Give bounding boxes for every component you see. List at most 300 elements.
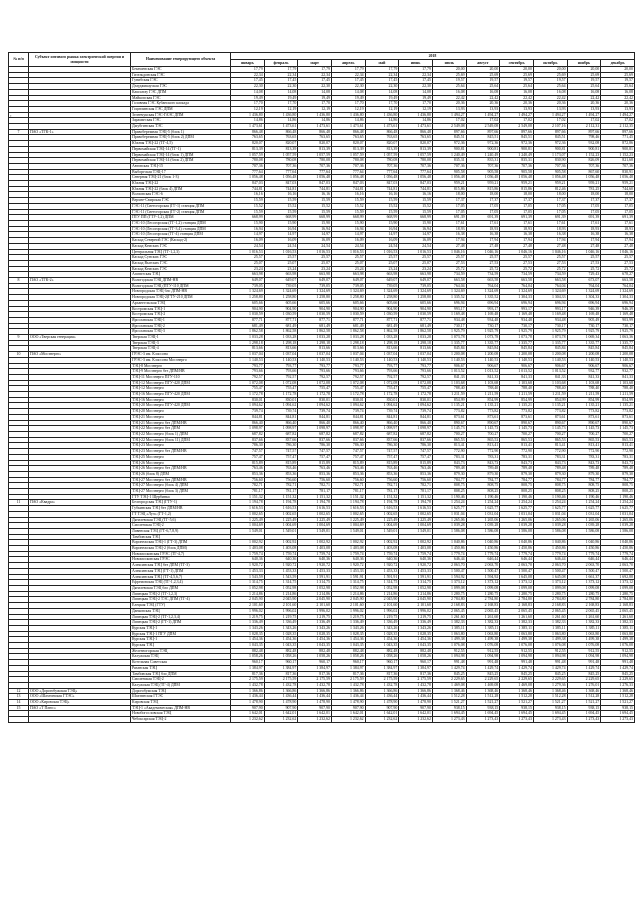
price-cell: 27,53: [500, 260, 534, 266]
price-cell: 900,81: [466, 146, 500, 152]
price-cell: 1 140,53: [533, 357, 567, 363]
price-cell: 813,66: [399, 346, 433, 352]
price-cell: 15,52: [231, 203, 265, 209]
price-cell: 1 521,27: [466, 700, 500, 706]
object-name: Каскад Кемских ГЭС: [131, 243, 231, 249]
object-name: ПТУ ПП (ГТУ-1,2) ДПМ: [131, 215, 231, 221]
price-cell: 640,36: [331, 557, 365, 563]
price-cell: 2 065,45: [466, 608, 500, 614]
price-cell: 1 225,49: [264, 517, 298, 523]
price-cell: 1 625,77: [567, 506, 601, 512]
price-cell: 1 190,46: [500, 494, 534, 500]
price-cell: 830,90: [533, 158, 567, 164]
price-cell: 1 366,86: [231, 688, 265, 694]
price-cell: 866,40: [365, 420, 399, 426]
price-cell: 853,36: [331, 471, 365, 477]
subject-name: ООО «Кировская ТЭЦ»: [29, 700, 131, 706]
price-cell: 1 862,58: [298, 329, 332, 335]
price-cell: 19,57: [432, 78, 466, 84]
price-cell: 747,57: [399, 449, 433, 455]
price-cell: 1 862,58: [331, 329, 365, 335]
price-cell: 1 324,69: [567, 289, 601, 295]
price-cell: 1 616,53: [331, 506, 365, 512]
price-cell: 17,61: [567, 220, 601, 226]
price-cell: 16,08: [432, 89, 466, 95]
price-cell: 17,05: [466, 203, 500, 209]
price-cell: 1 219,75: [264, 614, 298, 620]
price-cell: 1 368,46: [432, 688, 466, 694]
price-cell: 25,69: [500, 72, 534, 78]
price-cell: 18,93: [466, 226, 500, 232]
price-cell: 1 512,28: [432, 694, 466, 700]
price-cell: 663,98: [264, 272, 298, 278]
price-cell: 900,81: [601, 146, 635, 152]
price-cell: 1 499,38: [500, 637, 534, 643]
object-name: ТЭЦ-27 Мосэнерго (блок 3) ДПМ: [131, 489, 231, 495]
price-cell: 1 190,46: [533, 494, 567, 500]
month-header: ноябрь: [567, 60, 601, 67]
price-cell: 1 862,58: [231, 329, 265, 335]
price-cell: 813,39: [331, 146, 365, 152]
price-cell: 700,27: [432, 432, 466, 438]
price-cell: 1 098,97: [264, 426, 298, 432]
price-cell: 854,99: [500, 397, 534, 403]
price-cell: 17,37: [567, 198, 601, 204]
price-cell: 882,48: [365, 648, 399, 654]
object-name: Зеленчукская ГЭС-ГАЭС ДПМ: [131, 112, 231, 118]
price-cell: 1 382,33: [567, 620, 601, 626]
price-cell: 14,97: [399, 232, 433, 238]
price-cell: 841,33: [601, 374, 635, 380]
price-cell: 739,74: [298, 409, 332, 415]
price-cell: 1 261,60: [500, 614, 534, 620]
price-cell: 1 135,21: [601, 403, 635, 409]
subject-name: ООО «Дорогобужская ТЭЦ»: [29, 688, 131, 694]
price-cell: 1 057,59: [399, 152, 433, 158]
price-cell: 813,41: [533, 443, 567, 449]
price-cell: 1 002,65: [331, 511, 365, 517]
price-cell: 1 265,06: [500, 517, 534, 523]
price-cell: 782,71: [231, 483, 265, 489]
price-cell: 1 273,43: [432, 717, 466, 723]
price-cell: 1 436,44: [365, 694, 399, 700]
price-cell: 993,17: [500, 306, 534, 312]
price-cell: 14,86: [331, 118, 365, 124]
price-cell: 1 073,78: [432, 335, 466, 341]
price-cell: 1 335,77: [567, 340, 601, 346]
price-cell: 853,36: [231, 471, 265, 477]
price-cell: 2 063,70: [432, 563, 466, 569]
price-cell: 17,05: [533, 203, 567, 209]
price-cell: 1 616,53: [264, 506, 298, 512]
price-cell: 1 152,23: [567, 152, 601, 158]
price-cell: 23,24: [399, 266, 433, 272]
price-cell: 2 112,35: [601, 124, 635, 130]
price-cell: 22,42: [432, 95, 466, 101]
price-cell: 668,99: [365, 215, 399, 221]
price-cell: 841,33: [567, 374, 601, 380]
price-cell: 2 107,16: [533, 124, 567, 130]
price-cell: 707,36: [432, 163, 466, 169]
object-name: ТЭЦ-11 Мосэнерго ПГУ-110: [131, 374, 231, 380]
price-cell: 17,79: [365, 67, 399, 73]
price-cell: 906,67: [432, 363, 466, 369]
price-cell: 932,77: [567, 369, 601, 375]
price-cell: 1 052,98: [231, 585, 265, 591]
object-name: Головная ГЭС Кубанского каскада: [131, 101, 231, 107]
price-cell: 1 265,06: [567, 517, 601, 523]
price-cell: 1 373,12: [567, 580, 601, 586]
price-cell: 1 273,43: [567, 717, 601, 723]
price-cell: 687,82: [298, 432, 332, 438]
price-cell: 897,66: [432, 129, 466, 135]
price-cell: 1 694,45: [533, 711, 567, 717]
price-cell: 845,84: [567, 346, 601, 352]
price-cell: 755,47: [365, 386, 399, 392]
price-cell: 747,57: [264, 449, 298, 455]
price-cell: 1 759,74: [399, 551, 433, 557]
object-name: Дягилевская ТЭЦ бло ДПМ: [131, 585, 231, 591]
price-cell: 1 030,59: [298, 312, 332, 318]
price-cell: 1 324,69: [533, 289, 567, 295]
price-cell: 845,84: [601, 346, 635, 352]
price-cell: 1 521,27: [533, 700, 567, 706]
price-cell: 1 013,52: [533, 369, 567, 375]
price-cell: 830,01: [365, 397, 399, 403]
price-cell: 14,08: [331, 89, 365, 95]
price-cell: 22,34: [264, 72, 298, 78]
price-cell: 646,44: [432, 557, 466, 563]
price-cell: 1 450,86: [601, 546, 635, 552]
price-cell: 815,86: [466, 186, 500, 192]
price-cell: 1 473,61: [365, 124, 399, 130]
price-cell: 1 072,08: [298, 380, 332, 386]
price-cell: 25,64: [533, 84, 567, 90]
price-cell: 1 314,75: [331, 580, 365, 586]
price-cell: 993,17: [533, 306, 567, 312]
price-cell: 934,48: [500, 317, 534, 323]
price-cell: 15,59: [399, 198, 433, 204]
price-cell: 605,66: [365, 300, 399, 306]
object-name: Дорогобужская ТЭЦ: [131, 688, 231, 694]
price-cell: 24,54: [399, 243, 433, 249]
price-cell: 2 175,59: [231, 677, 265, 683]
object-name: Волховская ГЭС-6: [131, 192, 231, 198]
price-cell: 24,54: [231, 243, 265, 249]
price-cell: 1 030,59: [365, 312, 399, 318]
price-cell: 25,72: [466, 266, 500, 272]
price-cell: 691,39: [567, 215, 601, 221]
price-cell: 782,71: [331, 483, 365, 489]
price-cell: 12,19: [365, 106, 399, 112]
price-cell: 15,90: [399, 220, 433, 226]
price-cell: 1 432,78: [231, 682, 265, 688]
price-cell: 2 112,31: [567, 124, 601, 130]
price-cell: 907,90: [264, 705, 298, 711]
month-header: май: [365, 60, 399, 67]
price-cell: 841,33: [466, 374, 500, 380]
price-cell: 780,08: [298, 158, 332, 164]
price-cell: 882,48: [264, 648, 298, 654]
price-cell: 1 473,61: [264, 124, 298, 130]
price-cell: 793,77: [264, 363, 298, 369]
object-name: ТЭЦ-9 Мосэнерго без ДПМ/НВ: [131, 369, 231, 375]
price-cell: 1 454,36: [298, 637, 332, 643]
price-cell: 991,48: [601, 660, 635, 666]
price-cell: 845,25: [432, 671, 466, 677]
price-cell: 783,31: [533, 454, 567, 460]
price-cell: 755,47: [264, 386, 298, 392]
price-cell: 1 072,08: [399, 380, 433, 386]
object-name: Ефремовская ТЭЦ (ТГ-1,2,3,4): [131, 580, 231, 586]
price-cell: 1 056,48: [231, 175, 265, 181]
price-cell: 1 996,02: [365, 608, 399, 614]
price-cell: 1 002,92: [231, 540, 265, 546]
price-cell: 1 225,49: [298, 517, 332, 523]
price-cell: 1 057,59: [298, 152, 332, 158]
price-cell: 1 135,21: [500, 403, 534, 409]
price-cell: 17,70: [365, 101, 399, 107]
price-cell: 1 258,80: [264, 295, 298, 301]
price-cell: 1 494,27: [601, 112, 635, 118]
price-cell: 784,77: [432, 477, 466, 483]
price-cell: 1 280,75: [500, 591, 534, 597]
price-cell: 1 002,92: [298, 540, 332, 546]
price-cell: 1 336,49: [231, 620, 265, 626]
price-cell: 1 453,33: [298, 568, 332, 574]
price-cell: 1 031,04: [533, 511, 567, 517]
price-cell: 25,64: [567, 84, 601, 90]
price-cell: 1 373,12: [601, 580, 635, 586]
price-cell: 1 004,69: [331, 523, 365, 529]
price-cell: 772,90: [466, 449, 500, 455]
price-cell: 1 103,68: [500, 380, 534, 386]
price-cell: 1 254,24: [533, 500, 567, 506]
price-cell: 25,57: [533, 255, 567, 261]
price-cell: 1 368,46: [533, 688, 567, 694]
price-cell: 1 145,73: [567, 426, 601, 432]
object-name: ГРЭС-3 им. Классона: [131, 352, 231, 358]
price-cell: 1 073,78: [500, 335, 534, 341]
price-cell: 756,60: [331, 477, 365, 483]
price-cell: 1 403,08: [264, 546, 298, 552]
price-cell: 1 343,26: [399, 625, 433, 631]
price-cell: 1 030,59: [399, 312, 433, 318]
price-cell: 20,00: [432, 67, 466, 73]
price-cell: 744,81: [399, 186, 433, 192]
price-cell: 813,39: [365, 146, 399, 152]
price-cell: 792,57: [298, 374, 332, 380]
price-cell: 1 194,78: [399, 500, 433, 506]
price-cell: 793,66: [298, 369, 332, 375]
object-name: Железногорская ТЭЦ: [131, 648, 231, 654]
price-cell: 763,65: [231, 135, 265, 141]
price-cell: 744,81: [331, 186, 365, 192]
price-cell: 1 076,08: [500, 643, 534, 649]
price-cell: 25,07: [399, 260, 433, 266]
price-cell: 1 016,53: [365, 249, 399, 255]
price-cell: 756,60: [365, 477, 399, 483]
price-cell: 1 225,49: [365, 517, 399, 523]
price-cell: 1 046,16: [500, 249, 534, 255]
price-cell: 2 229,65: [500, 677, 534, 683]
price-cell: 25,57: [264, 255, 298, 261]
price-cell: 14,86: [298, 118, 332, 124]
price-cell: 1 453,33: [264, 568, 298, 574]
price-cell: 1 642,01: [264, 711, 298, 717]
price-cell: 1 099,08: [601, 585, 635, 591]
month-header: февраль: [264, 60, 298, 67]
price-cell: 1 920,72: [399, 563, 433, 569]
price-cell: 1 543,59: [231, 574, 265, 580]
price-cell: 15,59: [264, 198, 298, 204]
price-cell: 22,42: [601, 95, 635, 101]
object-name: ТЭЦ-25 Мосэнерго: [131, 454, 231, 460]
price-cell: 991,48: [567, 660, 601, 666]
price-cell: 784,77: [533, 477, 567, 483]
price-cell: 991,48: [500, 660, 534, 666]
col-object-header: Наименование генерирующего объекта: [131, 53, 231, 67]
price-cell: 764,04: [500, 283, 534, 289]
price-cell: 15,59: [298, 209, 332, 215]
price-cell: 813,39: [298, 146, 332, 152]
price-cell: 16,08: [466, 89, 500, 95]
price-cell: 938,15: [466, 705, 500, 711]
price-cell: 793,77: [231, 363, 265, 369]
subject-name: ПАО «Т Плюс»: [29, 705, 131, 711]
price-cell: 1 200,08: [500, 352, 534, 358]
price-cell: 2 229,65: [466, 677, 500, 683]
price-cell: 1 140,53: [466, 357, 500, 363]
price-cell: 2 168,83: [466, 603, 500, 609]
price-cell: 1 336,49: [264, 620, 298, 626]
price-cell: 845,25: [601, 671, 635, 677]
price-cell: 1 058,26: [298, 654, 332, 660]
price-cell: 605,66: [331, 300, 365, 306]
object-name: Ярославская ТЭЦ-3: [131, 329, 231, 335]
price-cell: 2 784,80: [601, 597, 635, 603]
price-cell: 2 168,83: [432, 603, 466, 609]
price-cell: 2 784,80: [432, 597, 466, 603]
price-cell: 772,90: [500, 449, 534, 455]
price-cell: 1 002,92: [264, 540, 298, 546]
price-cell: 905,49: [567, 317, 601, 323]
price-cell: 1 759,74: [264, 551, 298, 557]
price-cell: 1 661,37: [567, 574, 601, 580]
row-number: 13: [9, 694, 29, 700]
price-cell: 2 175,59: [298, 677, 332, 683]
price-cell: 14,97: [231, 232, 265, 238]
price-cell: 1 469,08: [466, 682, 500, 688]
price-cell: 843,73: [466, 460, 500, 466]
price-cell: 730,17: [601, 323, 635, 329]
price-cell: 16,08: [500, 89, 534, 95]
price-cell: 663,58: [500, 278, 534, 284]
price-cell: 1 057,59: [365, 152, 399, 158]
subject-name: [29, 717, 131, 723]
price-cell: 817,36: [365, 671, 399, 677]
price-cell: 972,36: [466, 141, 500, 147]
price-cell: 14,86: [264, 118, 298, 124]
price-cell: 1 261,60: [466, 614, 500, 620]
price-cell: 1 140,53: [567, 357, 601, 363]
price-cell: 1 625,77: [466, 506, 500, 512]
price-cell: 1 314,75: [231, 580, 265, 586]
price-cell: 1 304,33: [533, 295, 567, 301]
price-cell: 681,49: [231, 323, 265, 329]
price-cell: 1 016,53: [264, 249, 298, 255]
price-cell: 847,03: [231, 181, 265, 187]
price-cell: 25,72: [533, 266, 567, 272]
price-cell: 1 642,01: [399, 711, 433, 717]
price-cell: 13,93: [533, 106, 567, 112]
price-cell: 1 004,69: [231, 523, 265, 529]
price-cell: 763,46: [399, 466, 433, 472]
price-cell: 1 694,45: [432, 711, 466, 717]
price-cell: 27,48: [466, 243, 500, 249]
price-cell: 1 473,61: [231, 124, 265, 130]
price-cell: 16,38: [533, 232, 567, 238]
price-cell: 1 436,80: [231, 112, 265, 118]
price-cell: 890,67: [567, 420, 601, 426]
price-cell: 1 450,86: [567, 546, 601, 552]
price-cell: 1 625,77: [533, 506, 567, 512]
price-cell: 907,90: [231, 705, 265, 711]
price-cell: 907,90: [298, 705, 332, 711]
price-cell: 1 373,12: [432, 580, 466, 586]
price-cell: 793,77: [399, 363, 433, 369]
price-cell: 18,00: [432, 192, 466, 198]
price-cell: 784,77: [500, 477, 534, 483]
object-name: Алексинская ТЭЦ без ДПМ (ТГ-3): [131, 563, 231, 569]
price-cell: 1 219,75: [365, 614, 399, 620]
price-cell: 777,64: [298, 169, 332, 175]
object-name: ТЭЦ-12 Мосэнерго: [131, 386, 231, 392]
price-cell: 605,66: [264, 300, 298, 306]
price-cell: 897,66: [466, 129, 500, 135]
price-cell: 17,79: [298, 67, 332, 73]
price-cell: 781,17: [331, 489, 365, 495]
price-cell: 739,74: [365, 409, 399, 415]
price-cell: 773,82: [466, 409, 500, 415]
price-cell: 681,49: [331, 323, 365, 329]
price-cell: 744,81: [264, 186, 298, 192]
price-cell: 1 173,07: [533, 152, 567, 158]
price-cell: 2 168,83: [500, 603, 534, 609]
price-cell: 1 046,16: [567, 249, 601, 255]
price-cell: 707,36: [500, 163, 534, 169]
price-cell: 2 229,65: [601, 677, 635, 683]
price-cell: 19,49: [231, 95, 265, 101]
price-cell: 757,47: [231, 454, 265, 460]
price-cell: 1 862,58: [365, 329, 399, 335]
price-cell: 1 694,45: [567, 711, 601, 717]
price-cell: 1 996,02: [399, 608, 433, 614]
price-cell: 707,36: [601, 163, 635, 169]
price-cell: 17,79: [231, 67, 265, 73]
price-cell: 1 586,08: [601, 528, 635, 534]
object-name: Первомайская ТЭЦ-14 (ТГ-1): [131, 146, 231, 152]
price-cell: 820,07: [231, 141, 265, 147]
price-cell: 1 436,80: [331, 112, 365, 118]
price-cell: 1 037,04: [331, 352, 365, 358]
price-cell: 1 779,74: [432, 551, 466, 557]
price-cell: 734,59: [432, 272, 466, 278]
price-cell: 792,57: [365, 374, 399, 380]
price-cell: 27,53: [601, 260, 635, 266]
price-cell: 681,49: [264, 323, 298, 329]
object-name: ТЭЦ-8 Мосэнерго: [131, 363, 231, 369]
